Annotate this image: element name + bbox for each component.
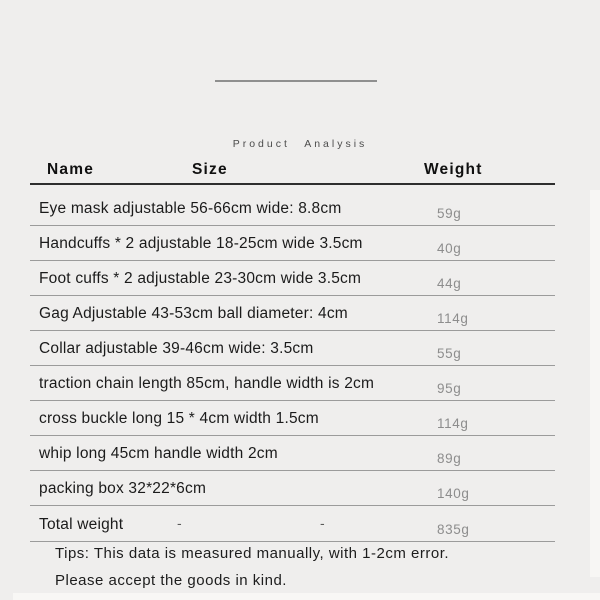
row-weight-value: 140g	[437, 486, 470, 501]
tips-line-1: Tips: This data is measured manually, with 1-2cm error.	[55, 545, 450, 562]
row-name-size-text: Gag Adjustable 43-53cm ball diameter: 4cm	[39, 305, 348, 322]
row-name-size-text: Eye mask adjustable 56-66cm wide: 8.8cm	[39, 200, 342, 217]
tips-line-2: Please accept the goods in kind.	[55, 571, 287, 589]
table-row	[30, 331, 555, 366]
page-title: Product Analysis	[232, 138, 368, 150]
row-weight-value: 44g	[437, 276, 462, 291]
table-row	[30, 226, 555, 261]
row-weight-value: 114g	[437, 416, 469, 431]
column-header-name: Name	[47, 161, 95, 178]
row-weight-value: 55g	[437, 346, 462, 361]
table-row	[30, 366, 555, 401]
total-size-placeholder: -	[177, 515, 182, 531]
row-weight-value: 114g	[437, 311, 469, 326]
row-name-size-text: packing box 32*22*6cm	[39, 480, 207, 497]
table-row	[30, 185, 555, 226]
top-divider	[215, 80, 377, 82]
product-spec-table	[30, 160, 555, 542]
row-name-size-text: whip long 45cm handle width 2cm	[39, 445, 278, 462]
total-name-placeholder: -	[320, 515, 325, 531]
table-row	[30, 261, 555, 296]
row-name-size-text: traction chain length 85cm, handle width is 2cm	[39, 375, 375, 392]
row-name-size-text: Collar adjustable 39-46cm wide: 3.5cm	[39, 340, 314, 357]
total-label: Total weight	[39, 516, 124, 533]
total-row	[30, 506, 555, 542]
table-row	[30, 471, 555, 506]
table-row	[30, 436, 555, 471]
tips-note	[55, 541, 449, 594]
column-header-weight: Weight	[424, 161, 483, 178]
table-header-row	[30, 160, 555, 185]
bottom-edge-highlight	[13, 593, 600, 600]
row-weight-value: 95g	[437, 381, 462, 396]
table-row	[30, 401, 555, 436]
table-body	[30, 185, 555, 506]
row-name-size-text: Handcuffs * 2 adjustable 18-25cm wide 3.5cm	[39, 235, 363, 252]
row-name-size-text: cross buckle long 15 * 4cm width 1.5cm	[39, 410, 319, 427]
right-edge-highlight	[590, 190, 600, 577]
row-weight-value: 89g	[437, 451, 462, 466]
row-name-size-text: Foot cuffs * 2 adjustable 23-30cm wide 3.5cm	[39, 270, 362, 287]
table-row	[30, 296, 555, 331]
column-header-size: Size	[192, 161, 228, 178]
total-weight-value: 835g	[437, 522, 470, 537]
row-weight-value: 59g	[437, 206, 462, 221]
row-weight-value: 40g	[437, 241, 462, 256]
